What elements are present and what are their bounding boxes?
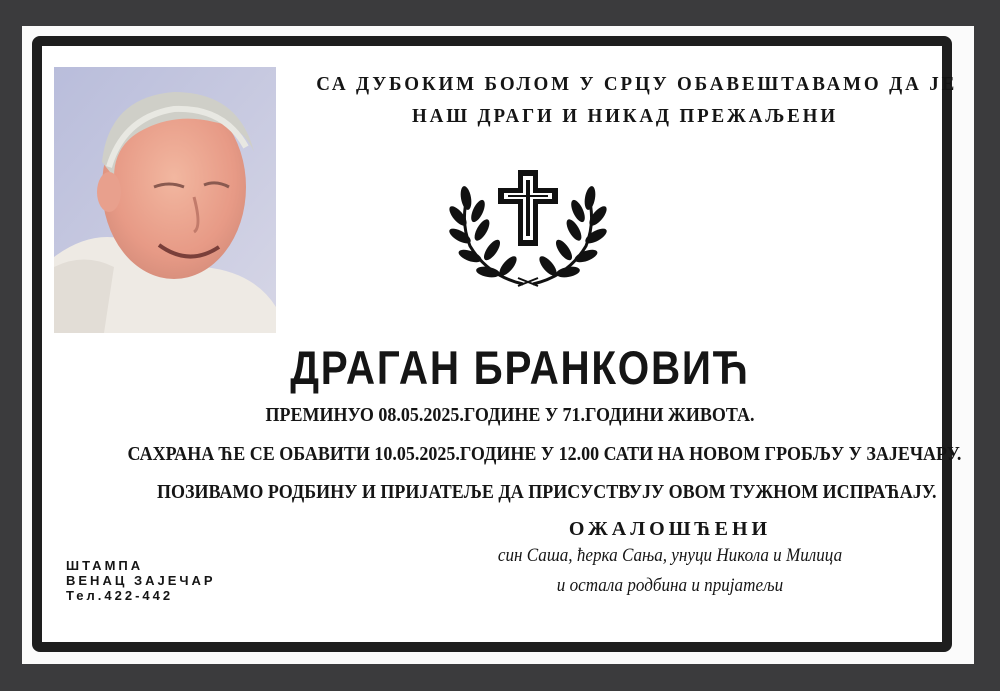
printer-line-2: ВЕНАЦ ЗАЈЕЧАР (66, 573, 216, 588)
mourners-line-2: и остала родбина и пријатељи (556, 575, 784, 596)
funeral-details-line: САХРАНА ЋЕ СЕ ОБАВИТИ 10.05.2025.ГОДИНЕ У 12.00 САТИ НА НОВОМ ГРОБЉУ У ЗАЈЕЧАРУ. (127, 443, 962, 465)
portrait-photo-icon (54, 67, 276, 333)
deceased-name: ДРАГАН БРАНКОВИЋ (290, 341, 750, 394)
mourners-line-1: син Саша, ћерка Сања, унуци Никола и Милица (497, 545, 843, 566)
intro-line-2: НАШ ДРАГИ И НИКАД ПРЕЖАЉЕНИ (412, 105, 838, 127)
printer-line-1: ШТАМПА (66, 558, 144, 573)
printer-phone: Тел.422-442 (66, 588, 174, 603)
death-date-line: ПРЕМИНУО 08.05.2025.ГОДИНЕ У 71.ГОДИНИ ЖИВОТА. (265, 404, 755, 426)
invitation-line: ПОЗИВАМО РОДБИНУ И ПРИЈАТЕЉЕ ДА ПРИСУСТВУЈУ ОВОМ ТУЖНОМ ИСПРАЋАЈУ. (157, 481, 937, 503)
mourners-title: ОЖАЛОШЋЕНИ (568, 518, 772, 540)
printer-imprint (66, 558, 266, 603)
deceased-photo (54, 67, 276, 333)
cross-with-laurel-icon (448, 166, 608, 292)
intro-line-1: СА ДУБОКИМ БОЛОМ У СРЦУ ОБАВЕШТАВАМО ДА ЈЕ (316, 73, 958, 95)
